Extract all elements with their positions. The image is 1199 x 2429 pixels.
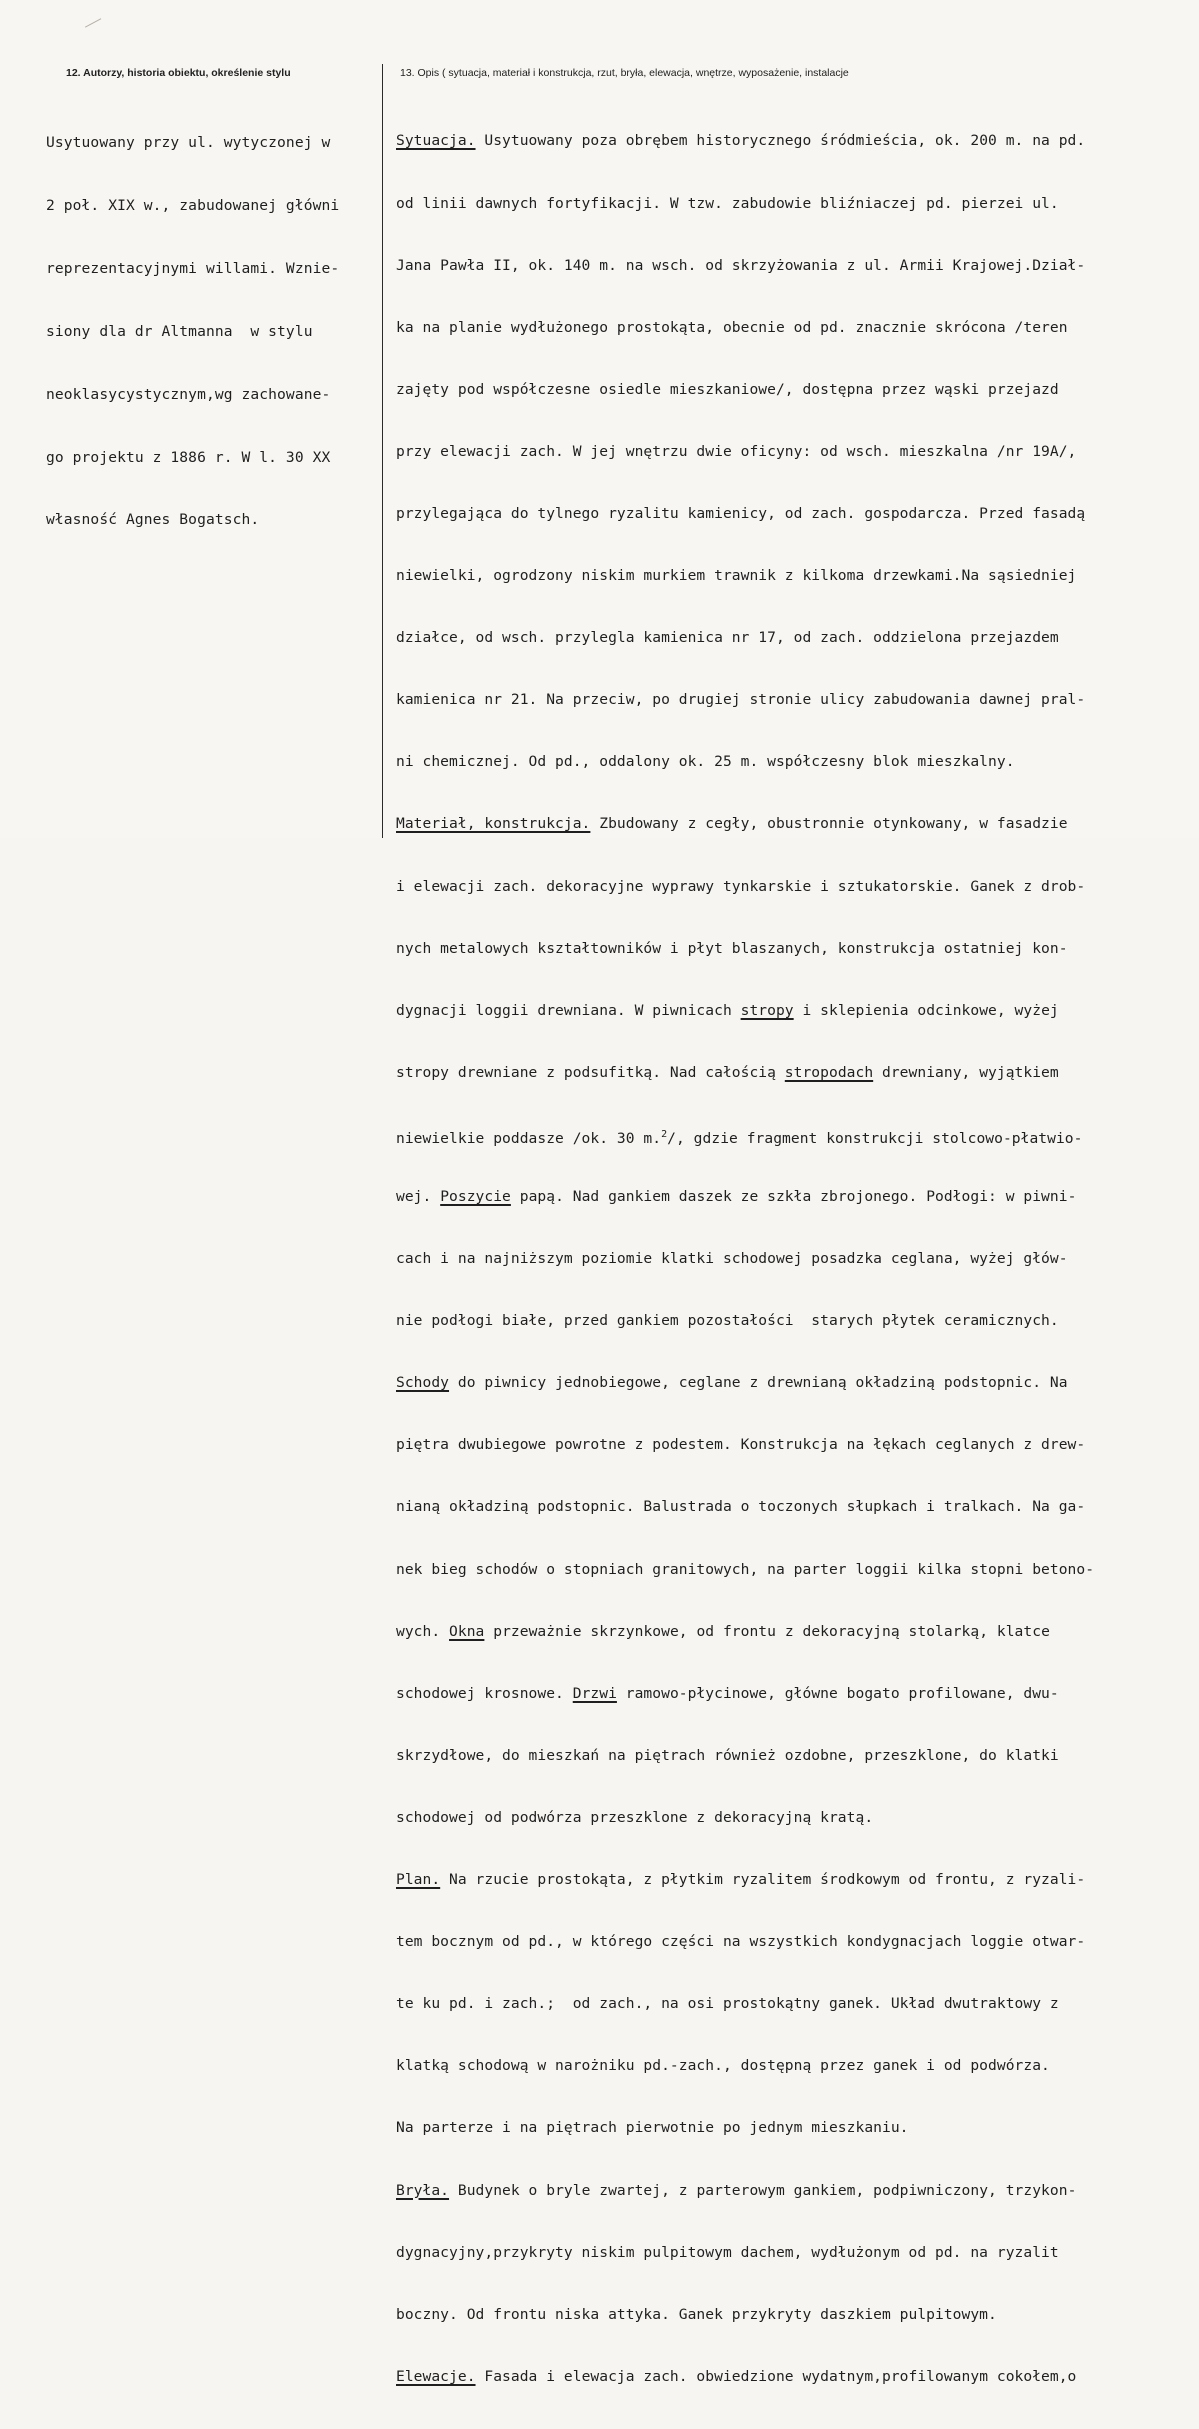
keyword-okna: Okna	[449, 1622, 485, 1640]
description-line: cach i na najniższym poziomie klatki schodowej posadzka ceglana, wyżej głów-	[396, 1250, 1068, 1268]
description-line	[396, 1684, 1196, 1705]
description-text	[396, 90, 1196, 2429]
heading-plan: Plan.	[396, 1871, 441, 1889]
description-line: przy elewacji zach. W jej wnętrzu dwie oficyny: od wsch. mieszkalna /nr 19A/,	[396, 442, 1077, 460]
description-line: od linii dawnych fortyfikacji. W tzw. zabudowie bliźniaczej pd. pierzei ul.	[396, 194, 1059, 212]
section-13-header: 13. Opis ( sytuacja, materiał i konstrukcja, rzut, bryła, elewacja, wnętrze, wyposażenie, instalacje	[400, 67, 849, 79]
description-line: nianą okładziną podstopnic. Balustrada o toczonych słupkach i tralkach. Na ga-	[396, 1498, 1086, 1516]
description-line	[396, 1870, 1196, 1891]
description-line: i elewacji zach. dekoracyjne wyprawy tynkarskie i sztukatorskie. Ganek z drob-	[396, 877, 1086, 895]
text-run: ramowo-płycinowe, główne bogato profilowane, dwu-	[616, 1684, 1059, 1702]
text-run: /, gdzie fragment konstrukcji stolcowo-płatwio-	[667, 1129, 1083, 1147]
text-run: wych.	[396, 1622, 450, 1640]
history-line: neoklasycystycznym,wg zachowane-	[46, 385, 331, 403]
history-line: siony dla dr Altmanna w stylu	[46, 322, 313, 340]
description-line	[396, 1187, 1196, 1208]
description-line: skrzydłowe, do mieszkań na piętrach również ozdobne, przeszklone, do klatki	[396, 1746, 1059, 1764]
history-line: go projektu z 1886 r. W l. 30 XX	[46, 448, 331, 466]
description-line	[396, 2367, 1196, 2388]
history-text	[46, 90, 381, 572]
description-line: schodowej od podwórza przeszklone z dekoracyjną kratą.	[396, 1808, 874, 1826]
text-run: do piwnicy jednobiegowe, ceglane z drewnianą okładziną podstopnic. Na	[449, 1374, 1068, 1392]
description-line: zajęty pod współczesne osiedle mieszkaniowe/, dostępna przez wąski przejazd	[396, 380, 1059, 398]
description-line: Jana Pawła II, ok. 140 m. na wsch. od skrzyżowania z ul. Armii Krajowej.Dział-	[396, 256, 1086, 274]
description-line: tem bocznym od pd., w którego części na wszystkich kondygnacjach loggie otwar-	[396, 1933, 1086, 1951]
description-line	[396, 1125, 1196, 1146]
text-run: niewielkie poddasze /ok. 30 m.	[396, 1129, 662, 1147]
description-line: niewielki, ogrodzony niskim murkiem trawnik z kilkoma drzewkami.Na sąsiedniej	[396, 567, 1077, 585]
description-line: klatką schodową w narożniku pd.-zach., dostępną przez ganek i od podwórza.	[396, 2057, 1050, 2075]
heading-elewacje: Elewacje.	[396, 2367, 476, 2385]
text-run: Usytuowany poza obrębem historycznego śródmieścia, ok. 200 m. na pd.	[475, 132, 1086, 150]
description-line: te ku pd. i zach.; od zach., na osi prostokątny ganek. Układ dwutraktowy z	[396, 1995, 1059, 2013]
text-run: Na rzucie prostokąta, z płytkim ryzalitem środkowym od frontu, z ryzali-	[440, 1871, 1086, 1889]
keyword-stropy: stropy	[740, 1001, 794, 1019]
description-line: działce, od wsch. przylegla kamienica nr 17, od zach. oddzielona przejazdem	[396, 629, 1059, 647]
history-line: reprezentacyjnymi willami. Wznie-	[46, 259, 340, 277]
keyword-schody: Schody	[396, 1374, 450, 1392]
text-run: wej.	[396, 1188, 441, 1205]
section-12-header: 12. Autorzy, historia obiektu, określenie stylu	[66, 67, 291, 79]
text-run: drewniany, wyjątkiem	[873, 1063, 1059, 1081]
text-run: papą. Nad gankiem daszek ze szkła zbrojonego. Podłogi: w piwni-	[510, 1188, 1077, 1205]
pencil-mark	[85, 18, 105, 34]
text-run: Zbudowany z cegły, obustronnie otynkowany, w fasadzie	[590, 815, 1068, 833]
description-line: nek bieg schodów o stopniach granitowych, na parter loggii kilka stopni betono-	[396, 1560, 1095, 1578]
keyword-poszycie: Poszycie	[440, 1188, 511, 1205]
text-run: Budynek o bryle zwartej, z parterowym gankiem, podpiwniczony, trzykon-	[449, 2181, 1077, 2199]
text-run: schodowej krosnowe.	[396, 1684, 573, 1702]
keyword-stropodach: stropodach	[784, 1063, 874, 1081]
text-run: przeważnie skrzynkowe, od frontu z dekoracyjną stolarką, klatce	[484, 1622, 1050, 1640]
description-line: przylegająca do tylnego ryzalitu kamienicy, od zach. gospodarcza. Przed fasadą	[396, 504, 1086, 522]
description-line	[396, 1001, 1196, 1022]
description-line	[396, 1622, 1196, 1643]
description-line	[396, 1063, 1196, 1084]
description-line: kamienica nr 21. Na przeciw, po drugiej stronie ulicy zabudowania dawnej pral-	[396, 691, 1086, 709]
heading-bryla: Bryła.	[396, 2181, 450, 2199]
text-run: dygnacji loggii drewniana. W piwnicach	[396, 1001, 741, 1019]
keyword-drzwi: Drzwi	[572, 1684, 617, 1702]
description-line: nych metalowych kształtowników i płyt blaszanych, konstrukcja ostatniej kon-	[396, 939, 1068, 957]
superscript: 2	[661, 1128, 668, 1140]
description-line: dygnacyjny,przykryty niskim pulpitowym dachem, wydłużonym od pd. na ryzalit	[396, 2243, 1059, 2261]
description-line	[396, 814, 1196, 835]
history-line: własność Agnes Bogatsch.	[46, 511, 260, 529]
description-line: nie podłogi białe, przed gankiem pozostałości starych płytek ceramicznych.	[396, 1312, 1059, 1330]
text-run: stropy drewniane z podsufitką. Nad całością	[396, 1063, 785, 1081]
heading-sytuacja: Sytuacja.	[396, 132, 476, 150]
text-run: i sklepienia odcinkowe, wyżej	[793, 1001, 1059, 1019]
heading-material: Materiał, konstrukcja.	[396, 815, 591, 833]
history-line: Usytuowany przy ul. wytyczonej w	[46, 134, 331, 152]
description-line	[396, 131, 1196, 152]
description-line: ka na planie wydłużonego prostokąta, obecnie od pd. znacznie skrócona /teren	[396, 318, 1068, 336]
description-line: Na parterze i na piętrach pierwotnie po jednym mieszkaniu.	[396, 2119, 909, 2137]
description-line	[396, 1373, 1196, 1394]
description-line: ni chemicznej. Od pd., oddalony ok. 25 m. współczesny blok mieszkalny.	[396, 753, 1015, 771]
description-line: piętra dwubiegowe powrotne z podestem. Konstrukcja na łękach ceglanych z drew-	[396, 1436, 1086, 1454]
text-run: Fasada i elewacja zach. obwiedzione wydatnym,profilowanym cokołem,o	[475, 2367, 1077, 2385]
description-line: boczny. Od frontu niska attyka. Ganek przykryty daszkiem pulpitowym.	[396, 2305, 997, 2323]
description-line	[396, 2181, 1196, 2202]
history-line: 2 poł. XIX w., zabudowanej główni	[46, 197, 340, 215]
column-divider	[382, 64, 383, 838]
